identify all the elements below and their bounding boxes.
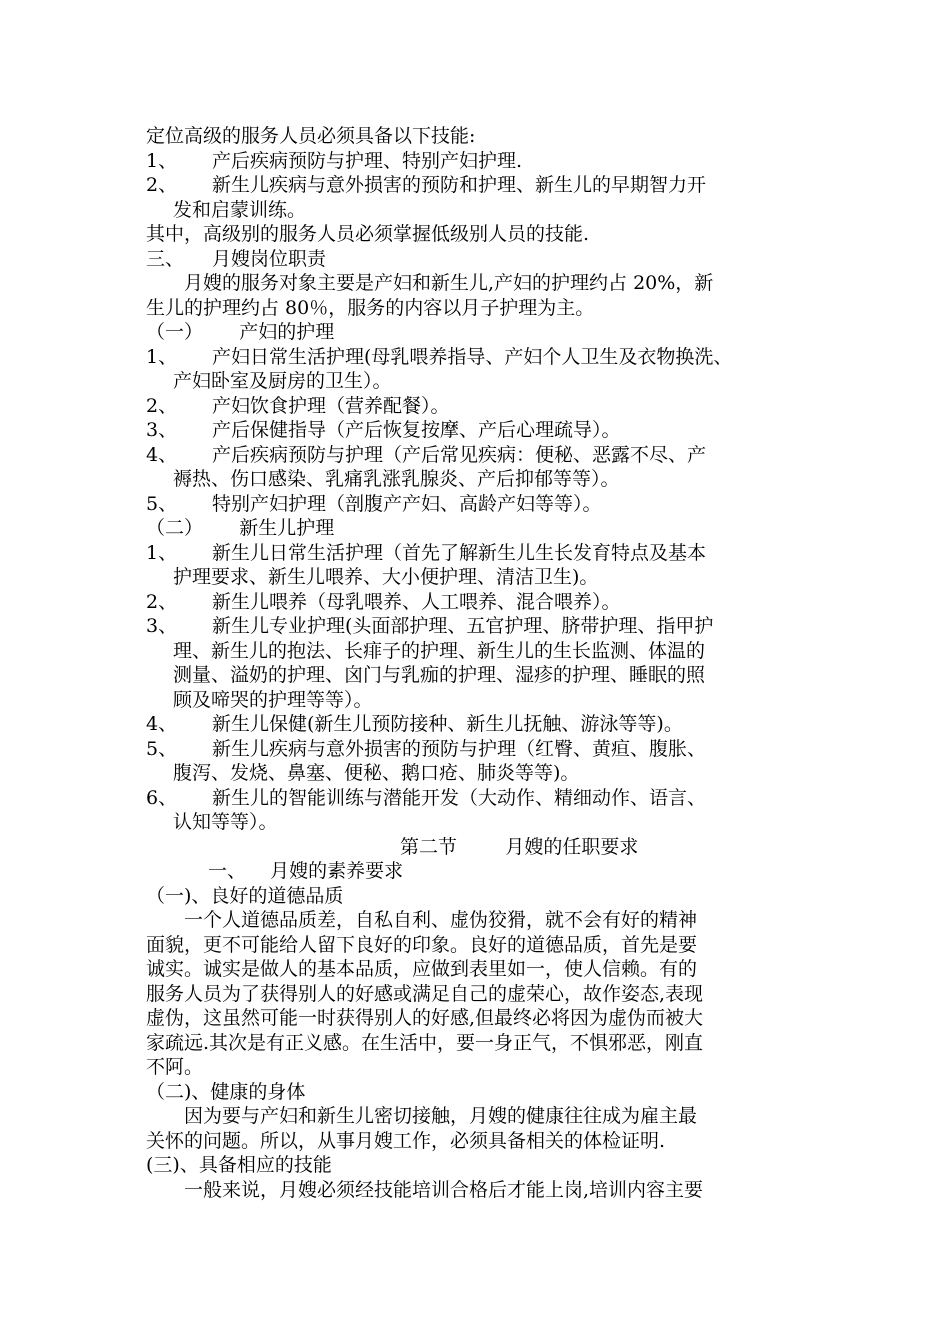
list-item-text: 特别产妇护理（剖腹产产妇、高龄产妇等等）。 <box>212 492 602 515</box>
list-item <box>146 541 812 590</box>
list-item <box>146 614 812 712</box>
paragraph-line: 面貌，更不可能给人留下良好的印象。良好的道德品质，首先是要 <box>146 933 698 956</box>
list-item <box>146 418 812 443</box>
list-item <box>146 712 812 737</box>
list-item-text: 月嫂岗位职责 <box>212 247 327 270</box>
text-line: （二） 新生儿护理 <box>146 517 335 539</box>
list-item-continuation: 腹泻、发烧、鼻塞、便秘、鹅口疮、肺炎等等)。 <box>173 762 580 784</box>
list-item-line <box>146 712 812 737</box>
list-item-line <box>146 786 812 811</box>
paragraph-line: 虚伪，这虽然可能一时获得别人的好感,但最终必将因为虚伪而被大 <box>146 1007 704 1029</box>
list-item-line <box>146 394 812 419</box>
list-item-line <box>146 541 812 566</box>
text-line: 定位高级的服务人员必须具备以下技能: <box>146 125 476 147</box>
subsection-heading: 一、 月嫂的素养要求 <box>208 860 404 882</box>
list-item-text: 新生儿保健(新生儿预防接种、新生儿抚触、游泳等等)。 <box>212 713 683 735</box>
list-number: 1、 <box>146 149 178 172</box>
list-number: 2、 <box>146 590 178 613</box>
heading-health: （二)、健康的身体 <box>146 1080 306 1103</box>
list-item <box>146 345 812 394</box>
list-item <box>146 590 812 615</box>
list-number: 2、 <box>146 174 178 196</box>
list-item-continuation: 产妇卧室及厨房的卫生）。 <box>173 370 392 392</box>
paragraph-line: 诚实。诚实是做人的基本品质，应做到表里如一，使人信赖。有的 <box>146 958 698 980</box>
list-item-line <box>146 614 812 639</box>
list-item-text: 产后疾病预防与护理、特别产妇护理. <box>212 149 523 172</box>
list-item-text: 产后疾病预防与护理（产后常见疾病：便秘、恶露不尽、产 <box>212 443 707 466</box>
list-item-line <box>146 345 812 370</box>
list-item-line <box>146 149 812 174</box>
list-number: 2、 <box>146 394 178 417</box>
list-item-text: 产后保健指导（产后恢复按摩、产后心理疏导）。 <box>212 419 621 441</box>
text-line: （一） 产妇的护理 <box>146 321 335 343</box>
list-item-line <box>146 173 812 198</box>
list-item-text: 产妇日常生活护理(母乳喂养指导、产妇个人卫生及衣物换洗、 <box>212 345 733 368</box>
list-item <box>146 737 812 786</box>
list-item <box>146 786 812 835</box>
list-item-text: 新生儿疾病与意外损害的预防和护理、新生儿的早期智力开 <box>212 174 707 196</box>
list-item-text: 新生儿专业护理(头面部护理、五官护理、脐带护理、指甲护 <box>212 615 714 637</box>
list-item <box>146 247 812 272</box>
list-item-line <box>146 247 812 272</box>
paragraph-line: 一般来说，月嫂必须经技能培训合格后才能上岗,培训内容主要 <box>184 1178 704 1201</box>
heading-moral: （一)、良好的道德品质 <box>146 884 344 907</box>
list-number: 三、 <box>146 247 185 270</box>
list-item <box>146 443 812 492</box>
list-item-continuation: 理、新生儿的抱法、长痱子的护理、新生儿的生长监测、体温的 <box>173 639 706 662</box>
list-number: 1、 <box>146 541 178 564</box>
list-item-continuation: 测量、溢奶的护理、囟门与乳痂的护理、湿疹的护理、睡眠的照 <box>173 664 706 686</box>
list-item <box>146 394 812 419</box>
list-number: 6、 <box>146 786 178 809</box>
paragraph-line: 月嫂的服务对象主要是产妇和新生儿,产妇的护理约占 20%，新 <box>184 272 714 294</box>
list-item-text: 新生儿疾病与意外损害的预防与护理（红臀、黄疸、腹胀、 <box>212 737 707 760</box>
list-item <box>146 492 812 517</box>
list-item-continuation: 顾及啼哭的护理等等）。 <box>173 688 373 711</box>
list-item <box>146 149 812 174</box>
paragraph-line: 一个人道德品质差，自私自利、虚伪狡猾，就不会有好的精神 <box>184 909 698 931</box>
document-page <box>146 124 812 1202</box>
paragraph-line: 因为要与产妇和新生儿密切接触，月嫂的健康往往成为雇主最 <box>184 1105 698 1127</box>
paragraph-line: 生儿的护理约占 80％，服务的内容以月子护理为主。 <box>146 296 595 319</box>
list-item-text: 新生儿的智能训练与潜能开发（大动作、精细动作、语言、 <box>212 786 707 809</box>
list-item-continuation: 发和启蒙训练。 <box>173 198 307 221</box>
list-item-continuation: 认知等等）。 <box>173 811 278 833</box>
paragraph-line: 关怀的问题。所以，从事月嫂工作，必须具备相关的体检证明. <box>146 1129 666 1152</box>
list-item-text: 新生儿日常生活护理（首先了解新生儿生长发育特点及基本 <box>212 541 707 564</box>
text-line: 其中，高级别的服务人员必须掌握低级别人员的技能. <box>146 223 590 245</box>
section-title: 第二节 月嫂的任职要求 <box>400 835 639 858</box>
list-item <box>146 173 812 222</box>
list-number: 5、 <box>146 492 178 515</box>
heading-skill: (三)、具备相应的技能 <box>146 1154 332 1176</box>
list-item-line <box>146 737 812 762</box>
list-number: 4、 <box>146 713 178 735</box>
list-item-continuation: 护理要求、新生儿喂养、大小便护理、清洁卫生)。 <box>173 566 599 588</box>
list-item-line <box>146 418 812 443</box>
list-number: 3、 <box>146 615 178 637</box>
list-item-continuation: 褥热、伤口感染、乳痛乳涨乳腺炎、产后抑郁等等）。 <box>173 468 620 490</box>
list-number: 3、 <box>146 419 178 441</box>
list-number: 1、 <box>146 345 178 368</box>
paragraph-line: 不阿。 <box>146 1056 204 1078</box>
list-number: 4、 <box>146 443 178 466</box>
paragraph-line: 服务人员为了获得别人的好感或满足自己的虚荣心，故作姿态,表现 <box>146 982 704 1005</box>
paragraph-line: 家疏远.其次是有正义感。在生活中，要一身正气，不惧邪恶，刚直 <box>146 1031 704 1054</box>
list-item-text: 产妇饮食护理（营养配餐）。 <box>212 394 450 417</box>
list-item-line <box>146 443 812 468</box>
list-item-text: 新生儿喂养（母乳喂养、人工喂养、混合喂养）。 <box>212 590 621 613</box>
list-item-line <box>146 590 812 615</box>
list-number: 5、 <box>146 737 178 760</box>
list-item-line <box>146 492 812 517</box>
